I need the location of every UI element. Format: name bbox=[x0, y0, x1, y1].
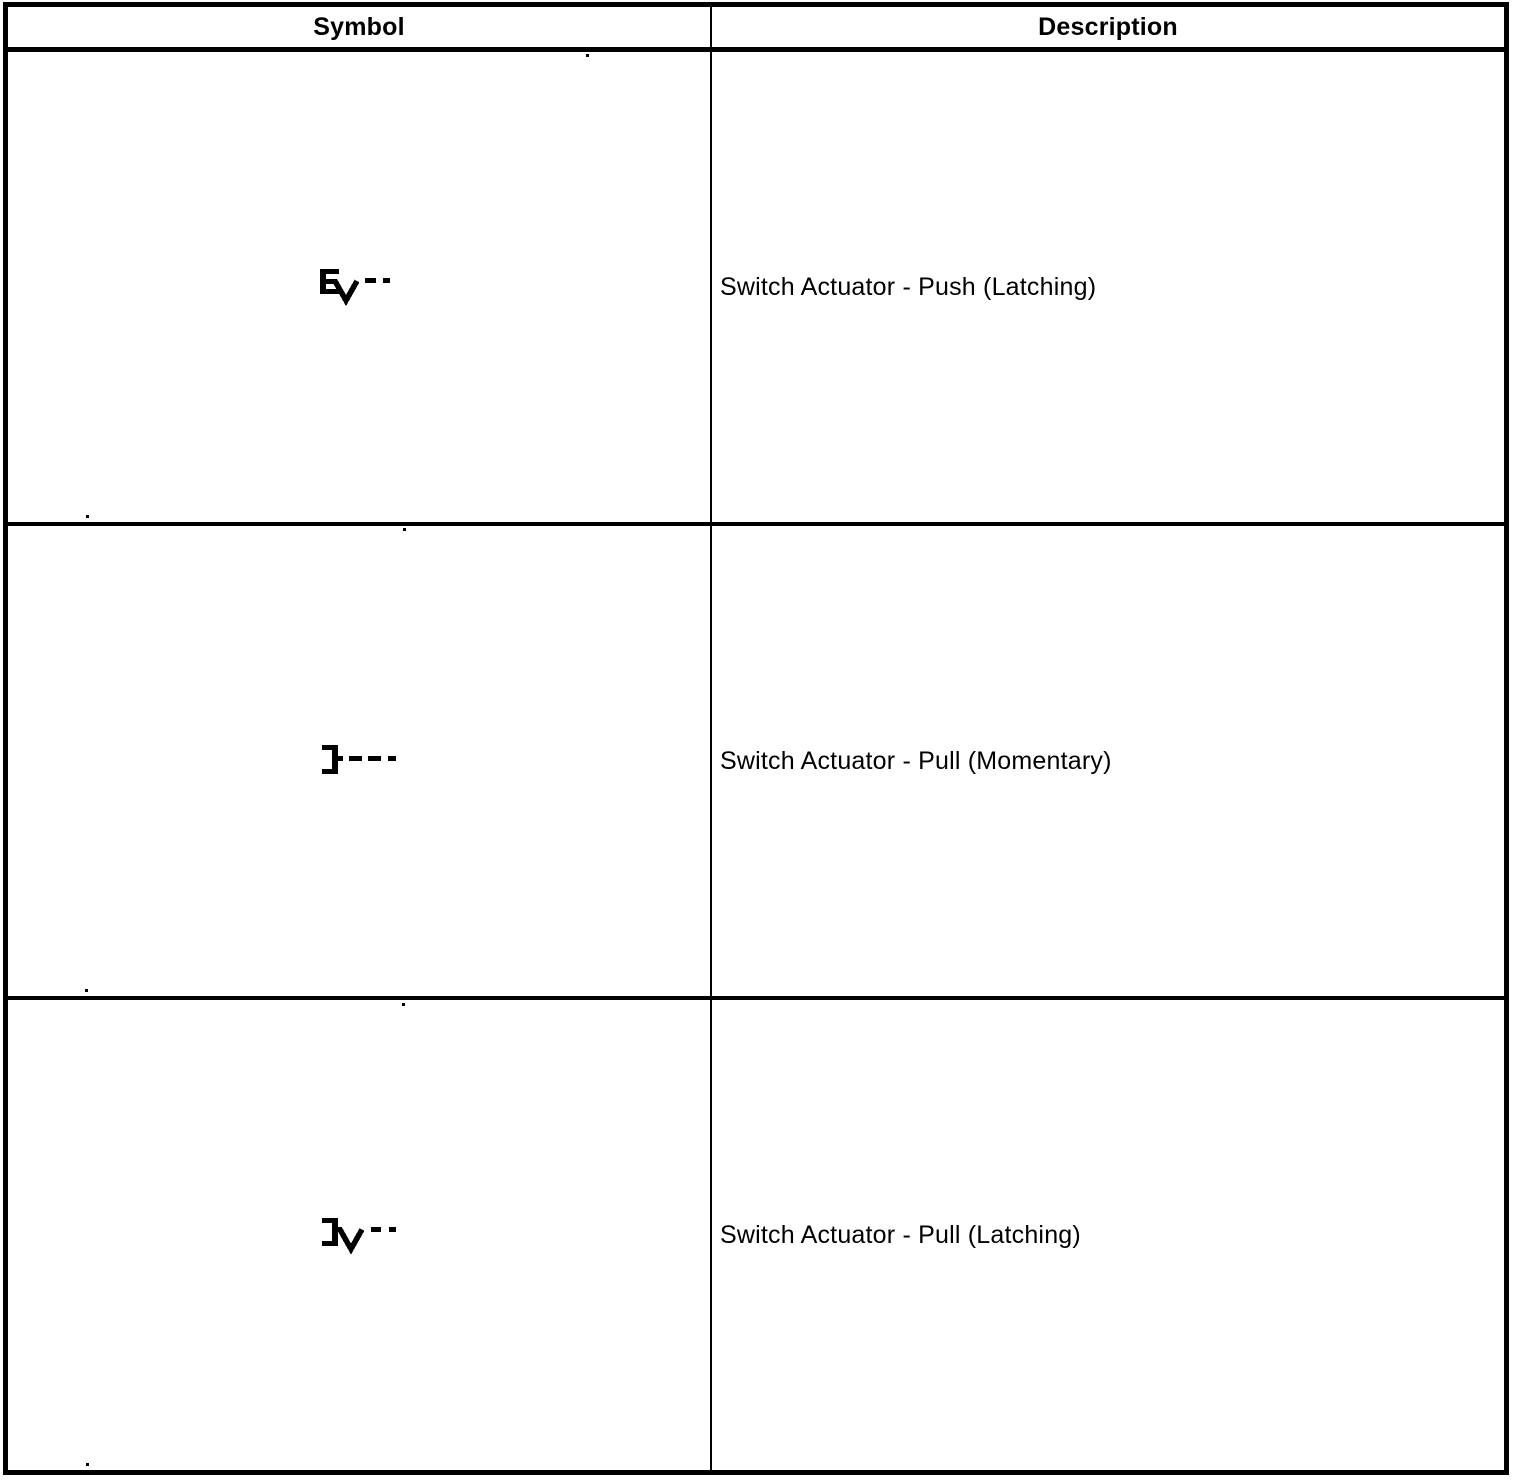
scan-speck bbox=[586, 54, 589, 57]
scan-speck bbox=[86, 515, 89, 518]
description-cell: Switch Actuator - Pull (Momentary) bbox=[720, 746, 1112, 775]
scan-speck bbox=[85, 989, 88, 992]
table-row bbox=[8, 526, 1504, 1000]
description-cell: Switch Actuator - Pull (Latching) bbox=[720, 1220, 1081, 1249]
symbol-cell bbox=[8, 52, 712, 522]
column-header-symbol: Symbol bbox=[8, 7, 712, 47]
symbol-cell bbox=[8, 1000, 712, 1470]
pull-momentary-symbol-icon bbox=[320, 742, 398, 780]
pull-latching-symbol-icon bbox=[320, 1216, 398, 1254]
table-row bbox=[8, 1000, 1504, 1470]
symbol-table bbox=[3, 2, 1509, 1475]
scan-speck bbox=[403, 528, 406, 531]
description-cell: Switch Actuator - Push (Latching) bbox=[720, 272, 1097, 301]
table-row bbox=[8, 52, 1504, 526]
scan-speck bbox=[402, 1003, 405, 1006]
table-header-row bbox=[8, 7, 1504, 52]
column-header-description: Description bbox=[1038, 12, 1178, 41]
scan-speck bbox=[86, 1463, 89, 1466]
symbol-cell bbox=[8, 526, 712, 996]
push-latching-symbol-icon bbox=[320, 268, 398, 306]
